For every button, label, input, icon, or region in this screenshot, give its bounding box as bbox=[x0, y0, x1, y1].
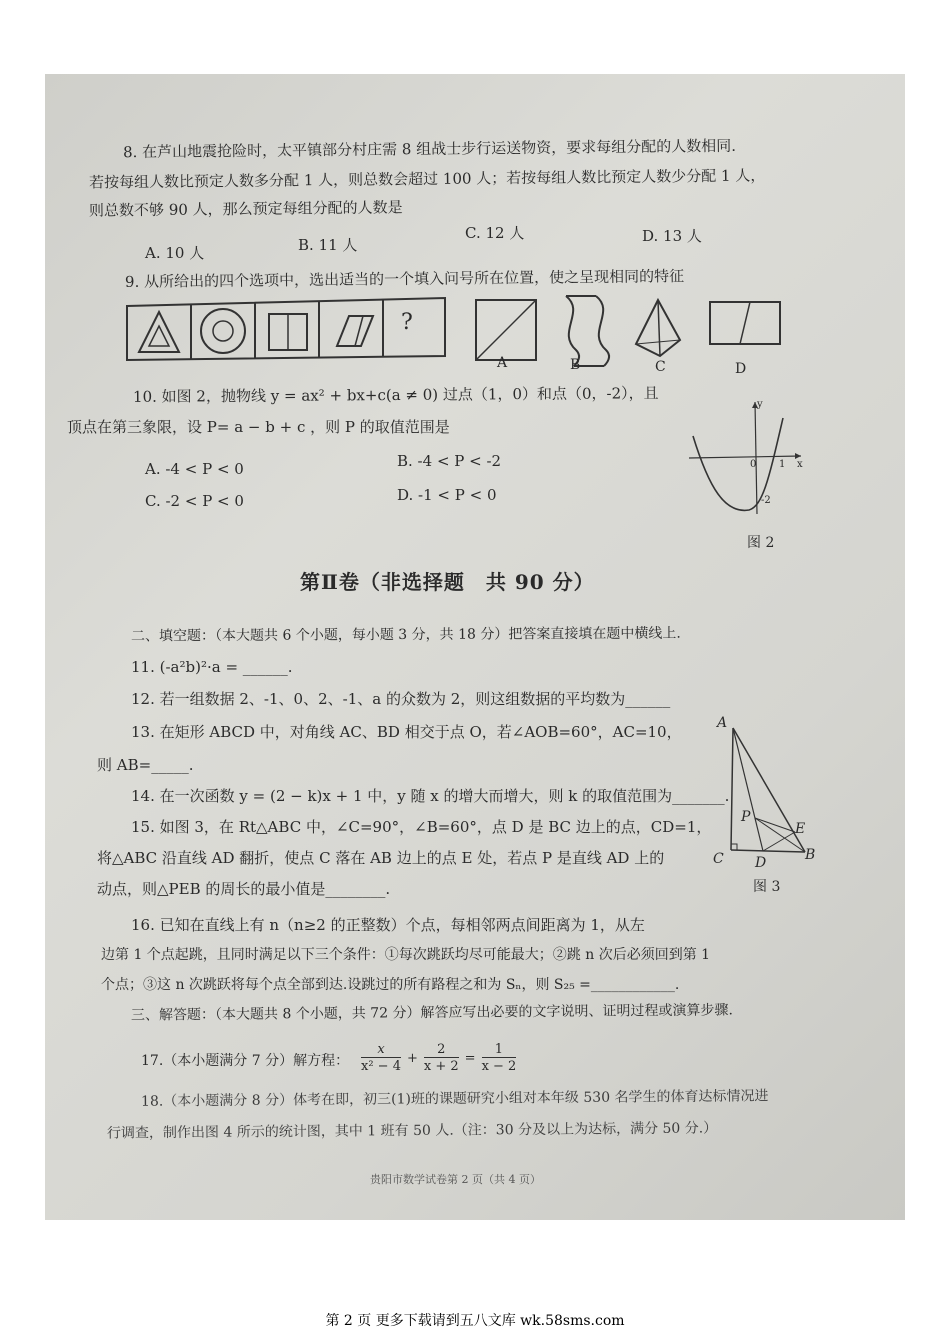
inner-page-footer: 贵阳市数学试卷第 2 页（共 4 页） bbox=[370, 1173, 541, 1186]
q8-option-b: B. 11 人 bbox=[298, 236, 358, 254]
q9-text: 9. 从所给出的四个选项中，选出适当的一个填入问号所在位置，使之呈现相同的特征 bbox=[124, 267, 685, 291]
q8-line-1: 8. 在芦山地震抢险时，太平镇部分村庄需 8 组战士步行运送物资，要求每组分配的人数相同. bbox=[122, 136, 737, 162]
q8-option-a: A. 10 人 bbox=[145, 244, 205, 262]
q10-tick-neg2: -2 bbox=[761, 495, 771, 506]
q15-point-b: B bbox=[805, 847, 816, 863]
q17-plus: + bbox=[406, 1050, 418, 1066]
q17-frac2-den: x + 2 bbox=[423, 1059, 459, 1074]
q8-option-c: C. 12 人 bbox=[465, 224, 525, 242]
q15-line-3: 动点，则△PEB 的周长的最小值是________. bbox=[97, 880, 391, 898]
solve-header: 三、解答题：（本大题共 8 个小题，共 72 分）解答应写出必要的文字说明、证明过程或演算步骤. bbox=[130, 1002, 734, 1024]
q17-prefix: 17.（本小题满分 7 分）解方程： bbox=[141, 1053, 350, 1069]
q15-point-a: A bbox=[717, 715, 728, 731]
q10-parabola-figure bbox=[685, 398, 805, 518]
q10-option-b: B. -4 < P < -2 bbox=[397, 452, 502, 470]
q15-line-1: 15. 如图 3，在 Rt△ABC 中，∠C=90°，∠B=60°，点 D 是 BC 边上的点，CD=1， bbox=[131, 818, 712, 836]
q10-option-a: A. -4 < P < 0 bbox=[145, 460, 244, 478]
q13-line-2: 则 AB=_____. bbox=[97, 756, 194, 774]
q10-option-c: C. -2 < P < 0 bbox=[145, 492, 244, 510]
q8-line-2: 若按每组人数比预定人数多分配 1 人，则总数会超过 100 人；若按每组人数比预定人数少分配 1 人， bbox=[88, 166, 766, 192]
q16-line-2: 边第 1 个点起跳，且同时满足以下三个条件：①每次跳跃均尽可能最大；②跳 n 次后必须回到第 1 bbox=[101, 947, 711, 963]
q12: 12. 若一组数据 2、-1、0、2、-1、a 的众数为 2，则这组数据的平均数为______ bbox=[131, 690, 671, 708]
q15-triangle-figure bbox=[725, 722, 825, 862]
q17-frac3-num: 1 bbox=[494, 1042, 504, 1057]
q13-line-1: 13. 在矩形 ABCD 中，对角线 AC、BD 相交于点 O，若∠AOB=60°，AC=10， bbox=[131, 723, 682, 741]
fill-in-header: 二、填空题：（本大题共 6 个小题，每小题 3 分，共 18 分）把答案直接填在题中横线上. bbox=[130, 625, 681, 645]
q17-equals: = bbox=[464, 1050, 476, 1066]
q16-line-3: 个点；③这 n 次跳跃将每个点全部到达.设跳过的所有路程之和为 Sₙ，则 S₂₅ =____________. bbox=[101, 977, 680, 993]
q10-line-2: 顶点在第三象限，设 P= a − b + c ，则 P 的取值范围是 bbox=[67, 418, 450, 436]
q10-origin-label: 0 bbox=[750, 459, 757, 470]
q9-options-figures bbox=[470, 288, 790, 371]
q10-option-d: D. -1 < P < 0 bbox=[397, 486, 497, 504]
q17-equation bbox=[361, 1042, 516, 1074]
q14: 14. 在一次函数 y = (2 − k)x + 1 中，y 随 x 的增大而增大，则 k 的取值范围为_______. bbox=[131, 787, 730, 805]
q16-line-1: 16. 已知在直线上有 n（n≥2 的正整数）个点，每相邻两点间距离为 1，从左 bbox=[131, 916, 645, 934]
q17-frac2-num: 2 bbox=[437, 1042, 446, 1057]
q18-line-1: 18.（本小题满分 8 分）体考在即，初三(1)班的课题研究小组对本年级 530 名学生的体育达标情况进 bbox=[140, 1088, 769, 1110]
q10-tick-1: 1 bbox=[779, 459, 786, 470]
q10-figure-label: 图 2 bbox=[747, 535, 775, 551]
q9-label-b: B bbox=[570, 357, 581, 373]
q15-point-p: P bbox=[741, 809, 751, 825]
q11: 11. (-a²b)²·a = ______. bbox=[131, 658, 293, 676]
q15-point-e: E bbox=[795, 821, 806, 837]
q9-label-c: C bbox=[655, 359, 666, 375]
page-footer: 第 2 页 更多下载请到五八文库 wk.58sms.com bbox=[325, 1313, 625, 1329]
q15-point-d: D bbox=[755, 855, 767, 871]
q8-option-d: D. 13 人 bbox=[642, 227, 702, 245]
q15-figure-label: 图 3 bbox=[753, 879, 781, 895]
q9-question-mark: ? bbox=[401, 310, 413, 335]
q10-axis-y-label: y bbox=[757, 399, 763, 410]
q15-point-c: C bbox=[713, 851, 724, 867]
q9-label-d: D bbox=[735, 361, 747, 377]
scanned-exam-photo bbox=[45, 74, 905, 1220]
q9-label-a: A bbox=[497, 355, 508, 371]
q10-axis-x-label: x bbox=[797, 459, 803, 470]
q18-line-2: 行调查，制作出图 4 所示的统计图，其中 1 班有 50 人.（注：30 分及以上为达标，满分 50 分.） bbox=[106, 1120, 718, 1142]
q15-line-2: 将△ABC 沿直线 AD 翻折，使点 C 落在 AB 边上的点 E 处，若点 P 是直线 AD 上的 bbox=[97, 849, 665, 867]
q9-figure-sequence bbox=[127, 288, 447, 368]
q8-line-3: 则总数不够 90 人，那么预定每组分配的人数是 bbox=[88, 198, 403, 220]
q17-frac3-den: x − 2 bbox=[481, 1059, 517, 1074]
q17-frac1-num: x bbox=[377, 1042, 385, 1057]
q17-frac1-den: x² − 4 bbox=[361, 1059, 401, 1074]
q10-line-1: 10. 如图 2，抛物线 y = ax² + bx+c(a ≠ 0) 过点（1，0）和点（0，-2），且 bbox=[132, 384, 659, 406]
section-2-title: 第Ⅱ卷（非选择题 共 90 分） bbox=[300, 570, 595, 594]
